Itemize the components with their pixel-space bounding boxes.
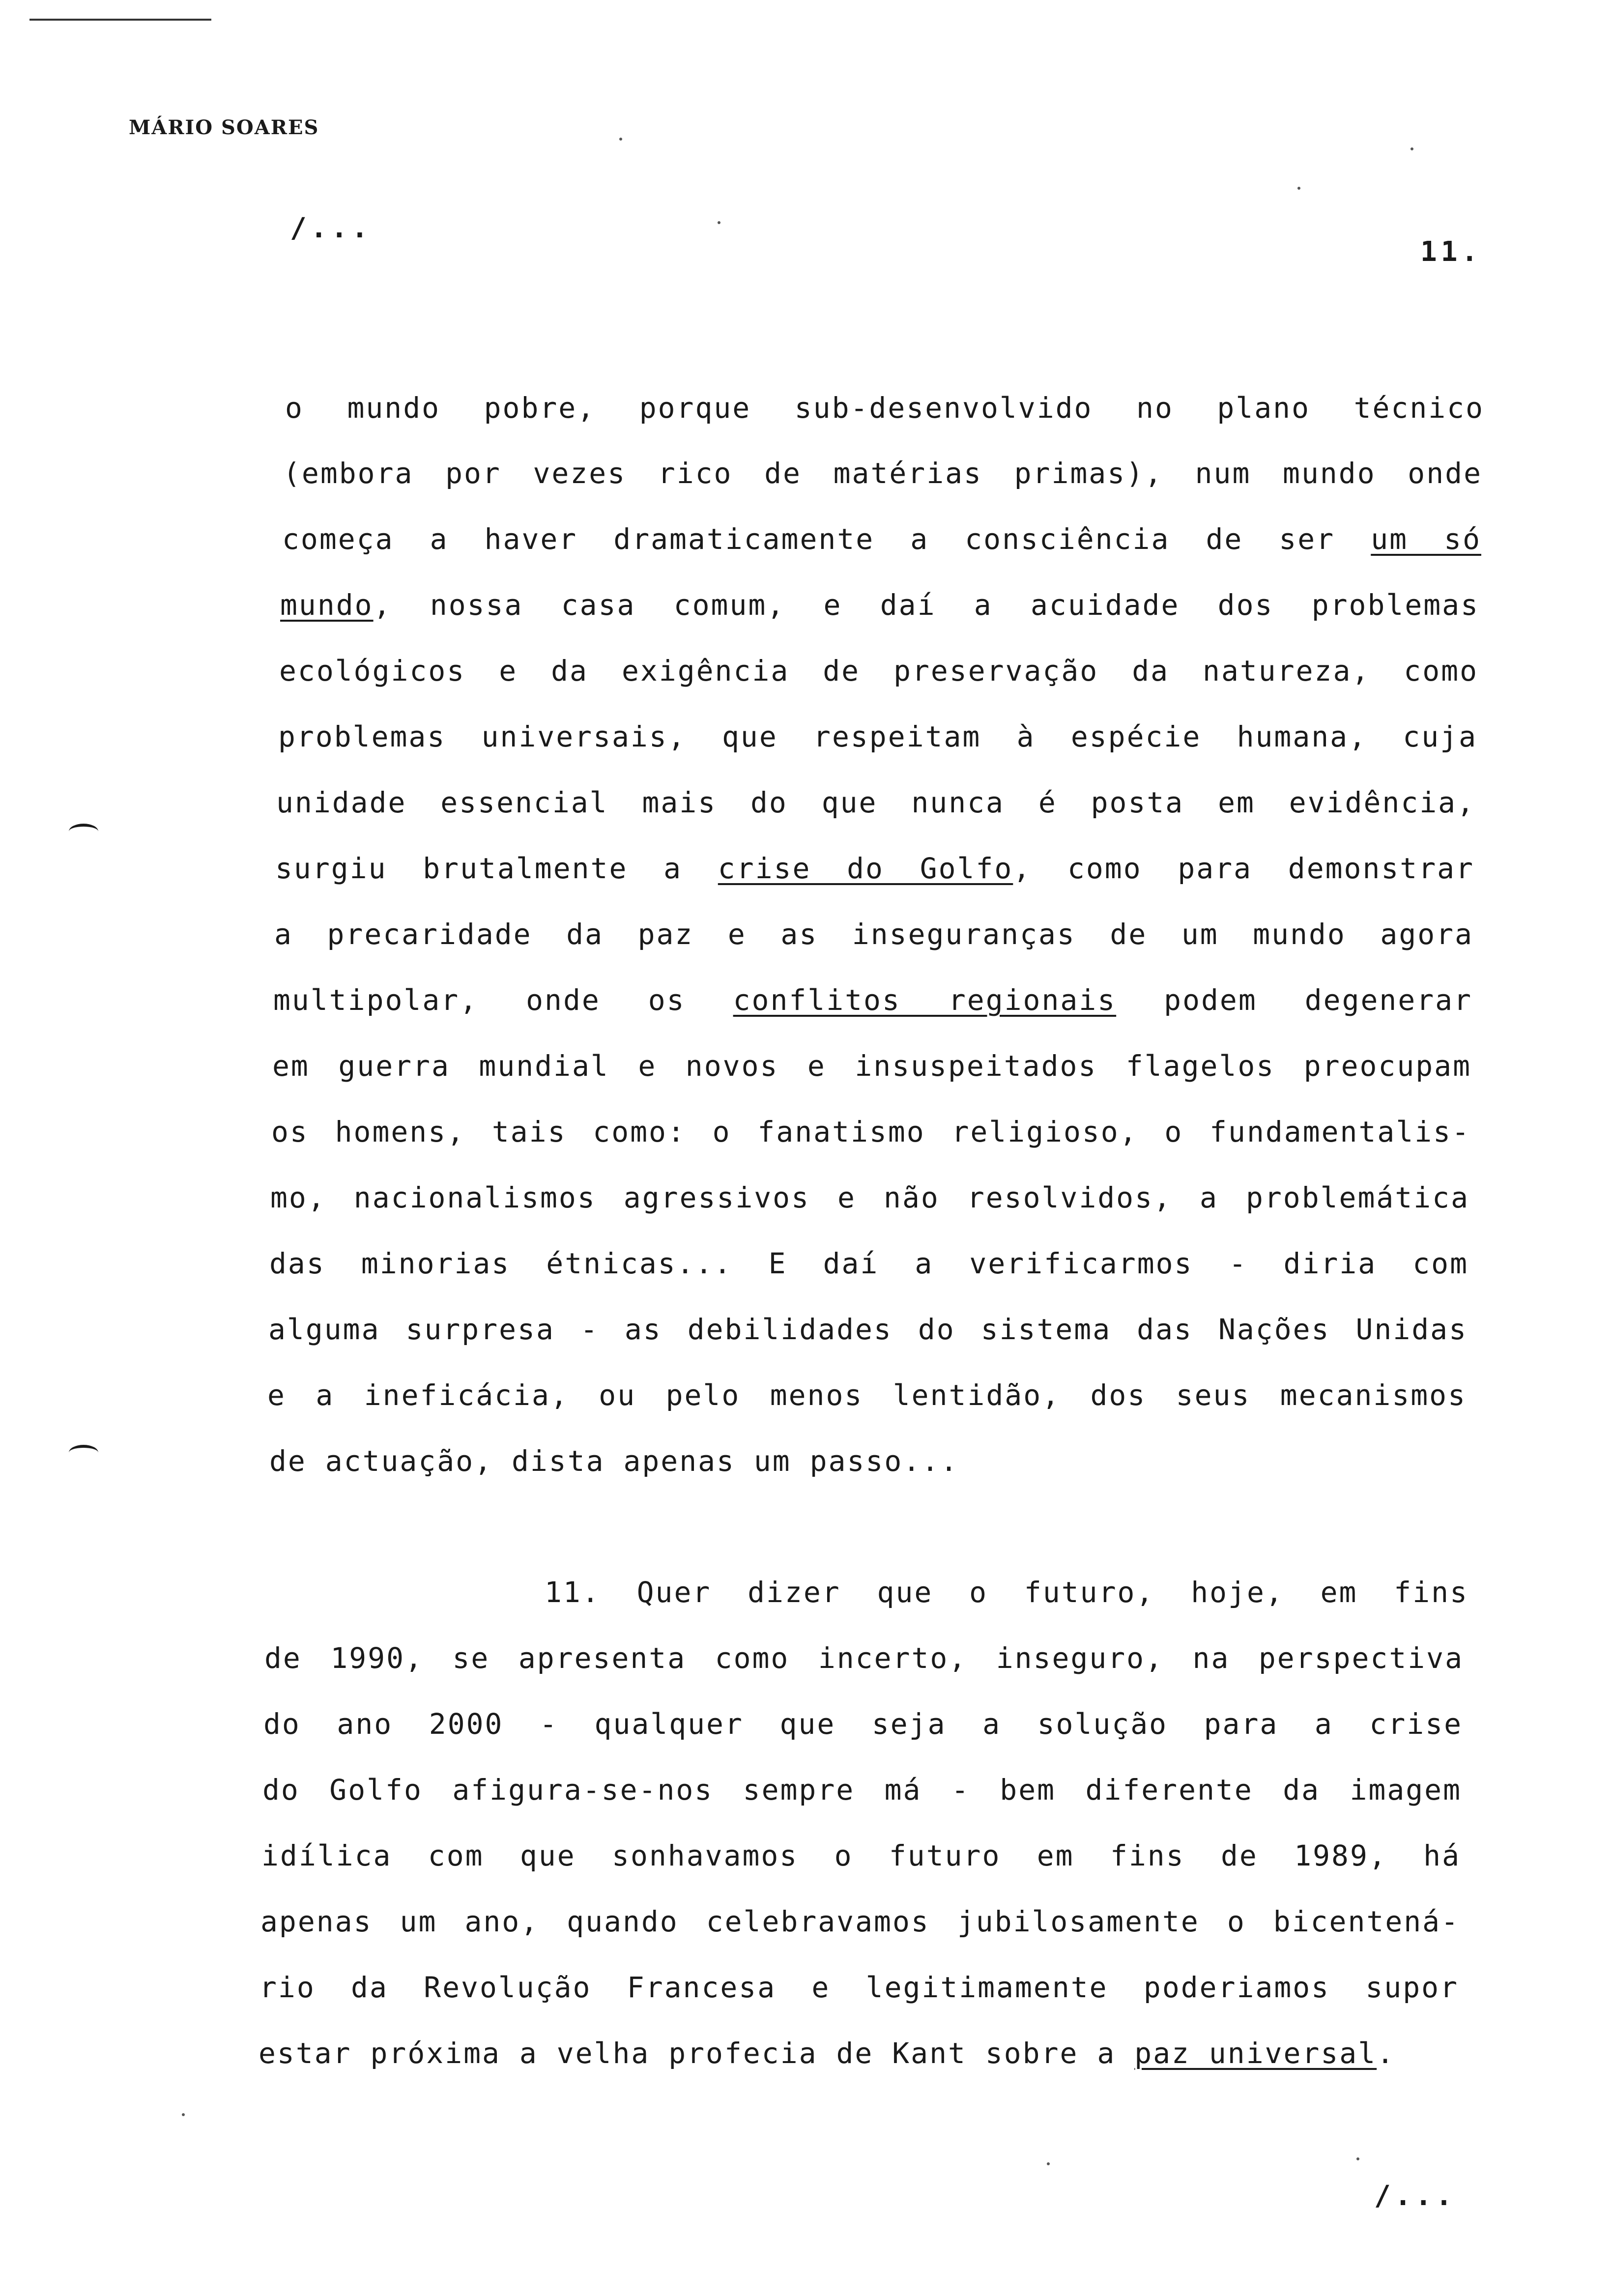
paragraph-2-line [261,1838,1461,1873]
text-segment: (embora por vezes rico de matérias primas), num mundo onde [283,457,1482,490]
scan-speck [619,138,622,141]
paragraph-1-line [270,1180,1469,1215]
text-segment: os homens, tais como: o fanatismo religioso, o fundamentalis- [271,1115,1470,1148]
text-segment: do Golfo afigura-se-nos sempre má - bem diferente da imagem [262,1773,1462,1807]
text-segment: 11. Quer dizer que o futuro, hoje, em fins [545,1576,1468,1609]
paragraph-1-line [272,1049,1471,1083]
paragraph-2-line [262,1773,1462,1807]
paragraph-1-line [275,851,1474,886]
underlined-phrase: conflitos regionais [733,983,1117,1017]
author-header: MÁRIO SOARES [129,116,319,139]
text-segment: surgiu brutalmente a [275,852,718,885]
underlined-phrase: paz universal [1134,2037,1377,2070]
paragraph-1-line [273,983,1472,1017]
text-segment: idílica com que sonhavamos o futuro em fins de 1989, há [261,1839,1461,1872]
paragraph-1-line [285,391,1484,425]
paragraph-1-line [274,917,1473,951]
paragraph-1-line [282,522,1481,556]
underlined-phrase: um só [1371,522,1481,556]
text-segment: do ano 2000 - qualquer que seja a solução para a crise [263,1707,1463,1741]
page-number: 11. [1420,236,1482,268]
text-segment: o mundo pobre, porque sub-desenvolvido no plano técnico [285,391,1484,425]
text-segment: em guerra mundial e novos e insuspeitados flagelos preocupam [272,1049,1471,1083]
text-segment: rio da Revolução Francesa e legitimamente poderiamos supor [259,1971,1459,2004]
scan-speck [1297,187,1300,190]
top-rule [29,19,211,21]
text-segment: estar próxima a velha profecia de Kant sobre a [259,2037,1135,2070]
text-segment: , nossa casa comum, e daí a acuidade dos problemas [373,588,1479,622]
paragraph-2-line [259,2036,1395,2070]
scan-speck [718,221,720,224]
text-segment: problemas universais, que respeitam à espécie humana, cuja [278,720,1477,753]
continuation-mark-top: /... [290,212,372,244]
text-segment: das minorias étnicas... E daí a verificarmos - diria com [269,1247,1468,1280]
paragraph-1-line [269,1444,959,1478]
scan-speck [182,2113,185,2116]
paragraph-1-line [276,785,1475,820]
text-segment: , como para demonstrar [1013,852,1474,885]
text-segment: alguma surpresa - as debilidades do sistema das Nações Unidas [268,1313,1468,1346]
paragraph-1-line [283,456,1482,490]
text-segment: mo, nacionalismos agressivos e não resolvidos, a problemática [270,1181,1469,1214]
text-segment: apenas um ano, quando celebravamos jubilosamente o bicentená- [260,1905,1460,1938]
paragraph-1-line [280,588,1479,622]
paragraph-1-line [271,1115,1470,1149]
paragraph-1-line [279,654,1478,688]
scan-speck [1356,2157,1359,2160]
underlined-phrase: crise do Golfo [718,852,1013,885]
margin-punch-mark [69,1445,98,1461]
paragraph-2-line [264,1641,1464,1675]
text-segment: de actuação, dista apenas um passo... [269,1444,959,1478]
text-segment: começa a haver dramaticamente a consciência de ser [282,522,1371,556]
text-segment: unidade essencial mais do que nunca é posta em evidência, [276,786,1475,819]
scan-speck [1410,147,1413,150]
paragraph-1-line [269,1246,1468,1281]
paragraph-2-line [545,1575,1468,1609]
continuation-mark-bottom: /... [1374,2180,1456,2212]
text-segment: de 1990, se apresenta como incerto, inseguro, na perspectiva [264,1641,1464,1675]
text-segment: a precaridade da paz e as inseguranças de um mundo agora [274,918,1473,951]
text-segment: multipolar, onde os [273,983,733,1017]
paragraph-2-line [259,1970,1459,2005]
underlined-phrase: mundo [280,588,374,622]
margin-punch-mark [69,824,98,839]
text-segment: e a ineficácia, ou pelo menos lentidão, dos seus mecanismos [267,1378,1467,1412]
paragraph-1-line [278,719,1477,754]
scan-speck [1047,2162,1050,2165]
text-segment: . [1377,2037,1396,2070]
text-segment: podem degenerar [1116,983,1472,1017]
paragraph-2-line [263,1707,1463,1741]
paragraph-1-line [267,1378,1467,1412]
paragraph-2-line [260,1904,1460,1939]
text-segment: ecológicos e da exigência de preservação da natureza, como [279,654,1478,688]
paragraph-1-line [268,1312,1468,1347]
